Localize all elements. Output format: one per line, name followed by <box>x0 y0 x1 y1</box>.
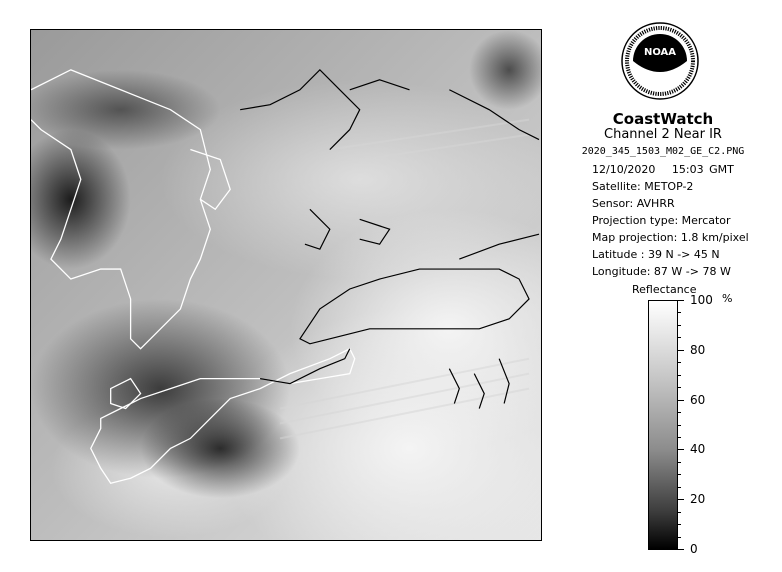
colorbar-tick <box>678 437 681 438</box>
satellite-image <box>31 30 541 540</box>
sensor: Sensor: AVHRR <box>592 197 675 210</box>
filename: 2020_345_1503_M02_GE_C2.PNG <box>581 146 745 157</box>
colorbar-tick-label: 80 <box>690 342 706 357</box>
colorbar-tick <box>678 425 681 426</box>
colorbar-tick <box>678 512 681 513</box>
colorbar-tick <box>678 549 684 550</box>
app-title: CoastWatch <box>612 110 714 128</box>
colorbar-tick <box>678 474 681 475</box>
colorbar-tick <box>678 524 681 525</box>
noaa-logo <box>620 21 700 101</box>
legend-label: Reflectance <box>632 283 697 296</box>
reflectance-colorbar <box>648 300 678 550</box>
satellite-map[interactable] <box>30 29 542 541</box>
colorbar-tick <box>678 487 681 488</box>
colorbar-tick <box>678 362 681 363</box>
latitude: Latitude : 39 N -> 45 N <box>592 248 720 261</box>
colorbar-tick <box>678 350 684 351</box>
map-projection: Map projection: 1.8 km/pixel <box>592 231 749 244</box>
colorbar-tick-label: 20 <box>690 492 706 507</box>
logo-center-text: NOAA <box>643 47 677 58</box>
colorbar-tick <box>678 400 684 401</box>
colorbar-unit: % <box>722 292 733 305</box>
colorbar-tick <box>678 337 681 338</box>
colorbar-tick <box>678 462 681 463</box>
colorbar-tick <box>678 300 684 301</box>
date-time <box>592 163 734 176</box>
colorbar-tick <box>678 537 681 538</box>
colorbar-tick <box>678 499 684 500</box>
colorbar-tick <box>678 449 684 450</box>
colorbar-ticks <box>678 293 738 556</box>
colorbar-tick-label: 0 <box>690 542 698 556</box>
colorbar-tick-label: 40 <box>690 442 706 457</box>
colorbar-tick <box>678 387 681 388</box>
colorbar-tick-label: 60 <box>690 392 706 407</box>
time: 15:03 GMT <box>671 163 734 176</box>
satellite: Satellite: METOP-2 <box>592 180 694 193</box>
channel-name: Channel 2 Near IR <box>604 127 722 142</box>
date: 12/10/2020 <box>592 163 656 176</box>
colorbar-tick <box>678 412 681 413</box>
colorbar-tick <box>678 312 681 313</box>
longitude: Longitude: 87 W -> 78 W <box>592 265 731 278</box>
projection-type: Projection type: Mercator <box>592 214 731 227</box>
colorbar-tick-label: 100 <box>690 293 713 307</box>
colorbar-tick <box>678 375 681 376</box>
colorbar-tick <box>678 325 681 326</box>
